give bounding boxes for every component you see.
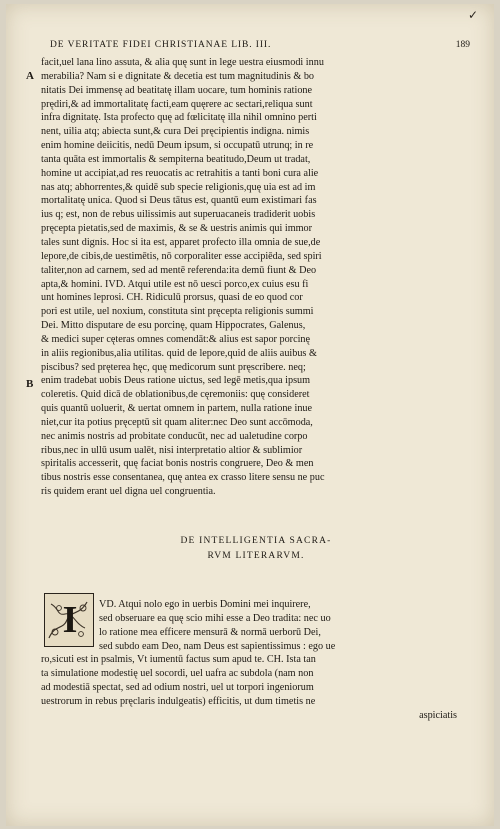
text-line: niet,cur ita potius pręceptū sit quam aliter:nec Deo sunt accōmoda, (41, 416, 313, 428)
text-line: sed obseruare ea quę scio mihi esse a Deo tradita: nec uo (99, 612, 331, 624)
text-line: pori est utile, uel noxium, constituta sint pręcepta religionis summi (41, 306, 314, 318)
text-line: in aliis regionibus,alia utilitas. quid de lepore,quid de aliis auibus & (41, 347, 317, 359)
text-line: facit,uel lana lino assuta, & alia quę sunt in lege uestra eiusmodi innu (41, 57, 324, 68)
text-line: nas atq; abhorrentes,& quidē sub specie religionis,quę uia est ad im (41, 181, 316, 193)
text-line: tibus nostris esse consentanea, quę antea ex crasso litere sensu ne puc (41, 472, 325, 484)
text-line: nec animis nostris ad probitate conducūt, nec ad ualetudine corpo (41, 430, 308, 442)
running-head-title: DE VERITATE FIDEI CHRISTIANAE LIB. III. (50, 40, 272, 50)
body-text (41, 56, 471, 499)
text-line: enim tradebat uobis Deus ratione uictus, sed legē metis,qua ipsum (41, 375, 311, 387)
text-line: prędiri,& ad immortalitatę facti,eam quęrere ac sectari,reliqua sunt (41, 98, 313, 110)
running-head (50, 40, 470, 50)
catchword: aspiciatis (419, 709, 457, 721)
text-line: sed subdo eam Deo, nam Deus est sapientissimus : ego ue (99, 640, 336, 652)
text-line: enim homine deiicitis, nedū Deum ipsum, si occupatū utrunq; in re (41, 140, 314, 152)
margin-marker-b: B (26, 378, 34, 390)
margin-marker-a: A (26, 70, 34, 82)
text-line: infra dignitatę. Ista profecto quę ad fœlicitatę illa nihil omnino perti (41, 112, 317, 124)
text-line: pręcepta pietatis,sed de maximis, & se & uestris animis qui immor (41, 223, 313, 235)
text-line: unt homines leprosi. CH. Ridiculū prorsus, quasi de eo quod cor (41, 292, 303, 304)
text-line: lo ratione mea efficere mensurā & normā uerborū Dei, (99, 626, 321, 638)
book-page (6, 4, 494, 826)
text-line: quis quantū uoluerit, & uertat omnem in partem, nulla ratione inue (41, 403, 313, 415)
page-number: 189 (455, 40, 470, 50)
text-line: VD. Atqui nolo ego in uerbis Domini mei inquirere, (99, 599, 311, 610)
text-line: tales sunt dignis. Hoc si ita est, apparet profecto illa omnia de sue,de (41, 236, 321, 248)
text-line: uestrorum in rebus pręclaris indulgeatis) efficitis, ut dum timetis ne (41, 695, 316, 707)
text-line: ribus,nec in ullū usum ualēt, nisi interpretatio altior & sublimior (41, 444, 303, 456)
text-line: lepore,de cibis,de uestimētis, nō corporaliter esse accipiēda, sed spiri (41, 250, 322, 262)
text-line: Dei. Mitto disputare de esu porcinę, quam Hippocrates, Galenus, (41, 320, 306, 332)
text-line: taliter,non ad carnem, sed ad mentē referenda:ita demū fiunt & Deo (41, 264, 317, 276)
text-line: merabilia? Nam si e dignitate & decetia est tum magnitudinis & bo (41, 70, 315, 82)
text-line: ris quidem erant uel digna uel congruentia. (41, 486, 216, 498)
text-line: ro,sicuti est in psalmis, Vt iumentū factus sum apud te. CH. Ista tan (41, 654, 316, 666)
check-mark: ✓ (468, 8, 479, 22)
initial-letter: I (62, 599, 78, 641)
text-line: spiritalis accesserit, quę faciat bonis nostris congruere, Deo & men (41, 458, 314, 470)
text-line: coleretis. Quid dicā de oblationibus,de cęremoniis: quę consideret (41, 389, 310, 401)
section-heading-line-1: DE INTELLIGENTIA SACRA- (180, 536, 332, 546)
text-line: piscibus? sed pręterea hęc, quę medicorum sunt pręscribere. neq; (41, 361, 306, 373)
section-heading-line-2: RVM LITERARVM. (207, 551, 305, 561)
text-line: ta simulatione modestię uel socordi, uel uafra ac subdola (nam non (41, 668, 314, 680)
text-line: ad modestiā spectat, sed ad odium nostri, uel ut torpori ingeniorum (41, 682, 314, 694)
text-line: nitatis Dei immensę ad beatitatę illam uocare, tum hominis ratione (41, 84, 313, 96)
text-line: homine ut accipiat,ad res reuocatis ac retrahitis a tanti boni cura alie (41, 167, 319, 179)
text-line: & medici super cęteras omnes comendāt:& alius est sapor porcinę (41, 333, 311, 345)
section-text (41, 598, 471, 723)
text-line: mortalitatę unica. Quod si Deus tātus est, quantū eum existimari fas (41, 195, 317, 207)
text-line: tanta quāta est immortalis & sempiterna beatitudo,Deum ut tradat, (41, 153, 311, 165)
text-line: ius q; est, non de rebus uilissimis aut superuacaneis tradiderit uobis (41, 209, 316, 221)
text-line: nent, uilia atq; abiecta sunt,& cura Dei pręcipientis indigna. nimis (41, 126, 310, 138)
text-line: apta,& homini. IVD. Atqui utile est nō uesci porco,ex cuius esu fi (41, 278, 309, 290)
